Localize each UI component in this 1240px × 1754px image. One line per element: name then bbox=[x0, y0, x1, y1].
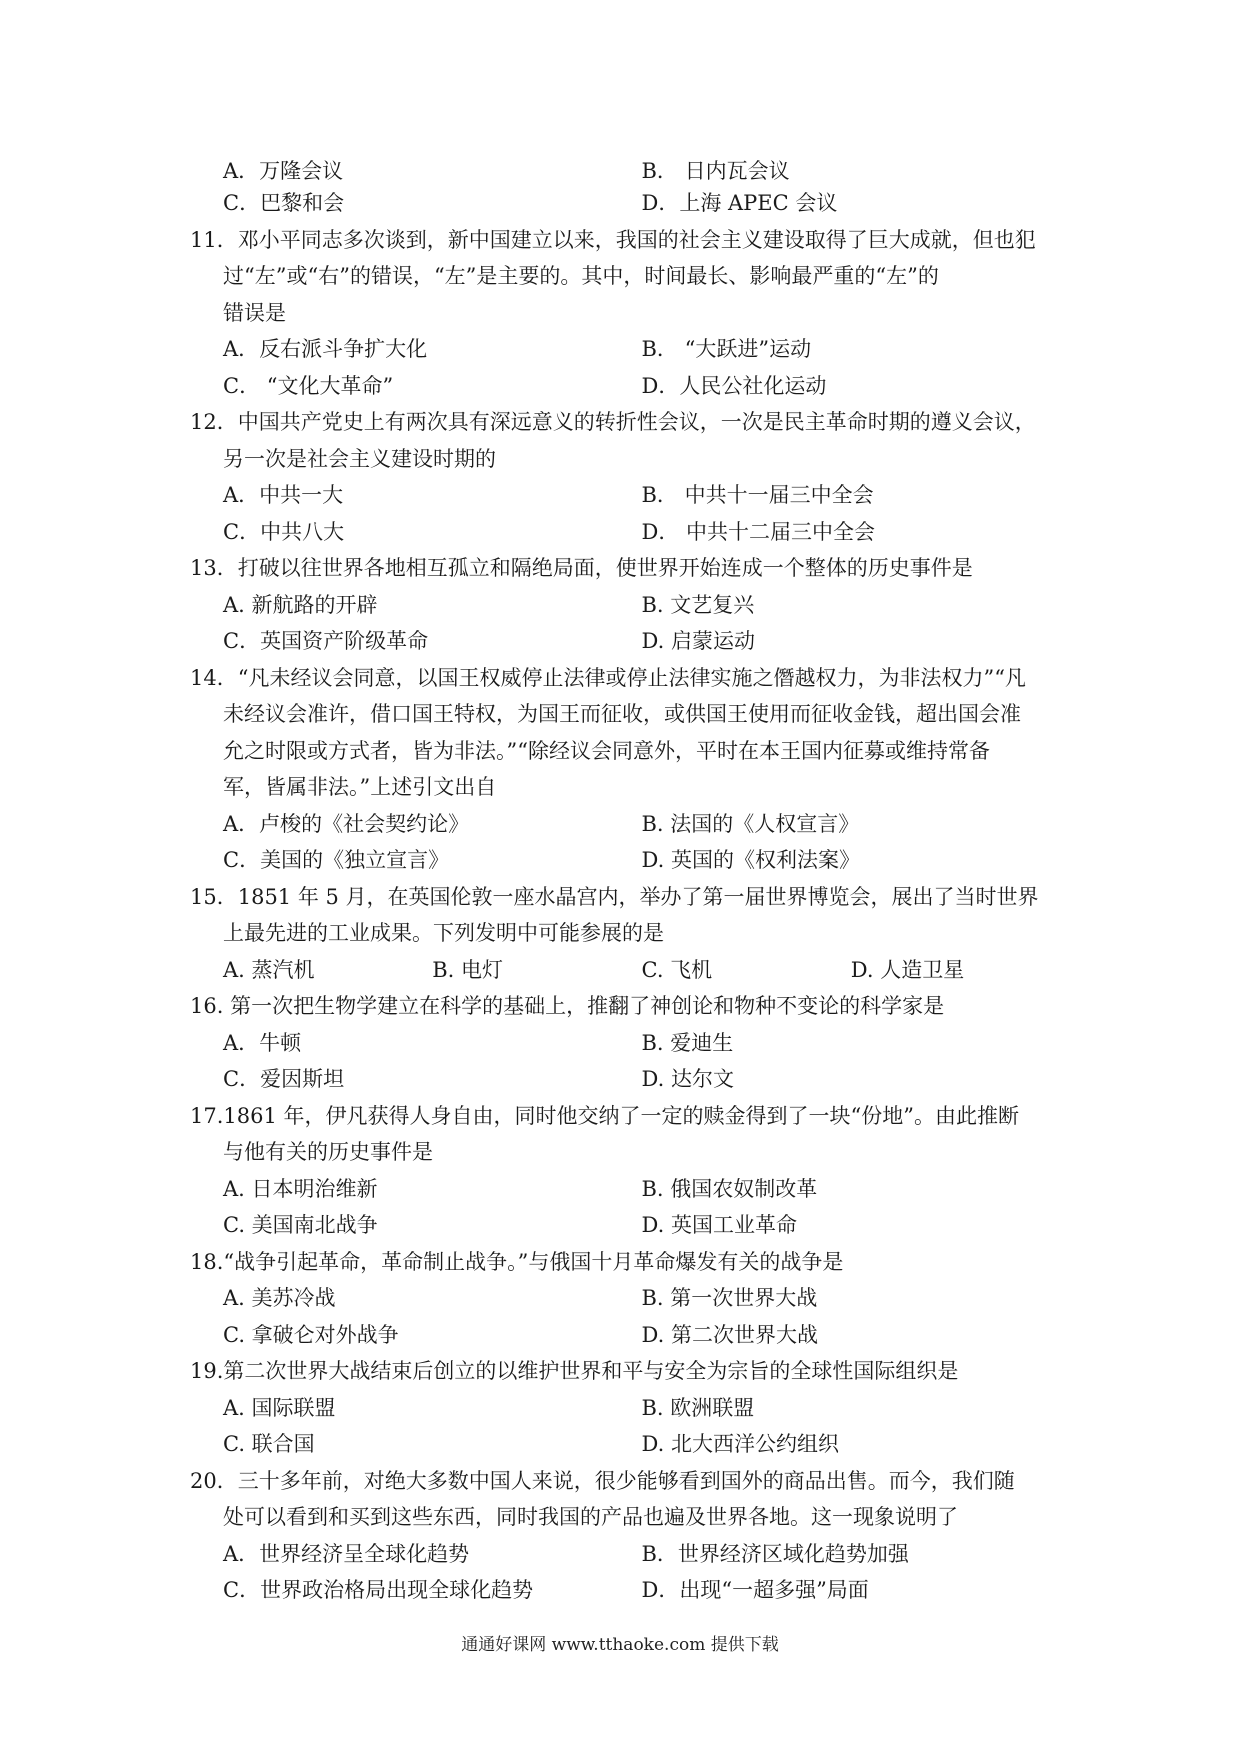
q14-stem-line-4: 军，皆属非法。”上述引文出自 bbox=[223, 775, 497, 799]
q19-option-b: B. 欧洲联盟 bbox=[641, 1395, 755, 1420]
q14-option-b: B. 法国的《人权宣言》 bbox=[641, 811, 860, 836]
q12-option-c: C．中共八大 bbox=[223, 519, 345, 544]
q12-options-row-1 bbox=[190, 477, 1060, 514]
q18-options-row-2 bbox=[190, 1317, 1060, 1354]
q10-options-row-1 bbox=[190, 155, 1060, 185]
q17-option-d: D. 英国工业革命 bbox=[641, 1213, 797, 1237]
q15-option-c: C. 飞机 bbox=[641, 957, 713, 982]
q17-stem-line-1: 17.1861 年，伊凡获得人身自由，同时他交纳了一定的赎金得到了一块“份地”。由此推断 bbox=[190, 1103, 1019, 1128]
q16-option-a: A．牛顿 bbox=[223, 1030, 302, 1055]
q12-option-a: A．中共一大 bbox=[223, 483, 344, 507]
q11-option-c: C． “文化大革命” bbox=[223, 373, 394, 398]
q11-stem-line-2: 过“左”或“右”的错误，“左”是主要的。其中，时间最长、影响最严重的“左”的 bbox=[223, 264, 939, 288]
q19-option-d: D. 北大西洋公约组织 bbox=[641, 1432, 839, 1456]
q19-option-a: A. 国际联盟 bbox=[223, 1395, 336, 1420]
q16-options-row-1 bbox=[190, 1025, 1060, 1062]
q13-options-row-1 bbox=[190, 587, 1060, 624]
q13-option-c: C．英国资产阶级革命 bbox=[223, 629, 429, 653]
q20-options-row-1 bbox=[190, 1536, 1060, 1573]
q10-option-b: B． 日内瓦会议 bbox=[641, 159, 790, 183]
q15-option-b: B. 电灯 bbox=[432, 957, 504, 982]
q17-options-row-1 bbox=[190, 1171, 1060, 1208]
q15-stem-line-2: 上最先进的工业成果。下列发明中可能参展的是 bbox=[223, 921, 664, 945]
q12-stem-line-1: 12．中国共产党史上有两次具有深远意义的转折性会议，一次是民主革命时期的遵义会议， bbox=[190, 410, 1036, 434]
q17-option-a: A. 日本明治维新 bbox=[223, 1176, 378, 1201]
q13-option-d: D. 启蒙运动 bbox=[641, 629, 755, 653]
q15-option-d: D. 人造卫星 bbox=[850, 957, 965, 982]
q19-options-row-1 bbox=[190, 1390, 1060, 1427]
q12-stem-line-2: 另一次是社会主义建设时期的 bbox=[223, 446, 496, 471]
q11-options-row-2 bbox=[190, 368, 1060, 405]
q20-option-a: A．世界经济呈全球化趋势 bbox=[223, 1541, 470, 1566]
q17-options-row-2 bbox=[190, 1207, 1060, 1244]
q14-options-row-2 bbox=[190, 842, 1060, 879]
q18-stem-line-1: 18.“战争引起革命，革命制止战争。”与俄国十月革命爆发有关的战争是 bbox=[190, 1249, 844, 1274]
q16-option-c: C．爱因斯坦 bbox=[223, 1067, 345, 1091]
q14-option-c: C．美国的《独立宣言》 bbox=[223, 848, 450, 872]
q17-stem-line-2: 与他有关的历史事件是 bbox=[223, 1140, 433, 1164]
q19-options-row-2 bbox=[190, 1426, 1060, 1463]
q12-option-d: D． 中共十二届三中全会 bbox=[641, 519, 876, 544]
q18-option-d: D. 第二次世界大战 bbox=[641, 1322, 818, 1347]
q20-option-c: C．世界政治格局出现全球化趋势 bbox=[223, 1578, 534, 1602]
q11-option-a: A．反右派斗争扩大化 bbox=[223, 337, 428, 361]
page-footer: 通通好课网 www.tthaoke.com 提供下载 bbox=[461, 1635, 779, 1655]
q11-option-d: D．人民公社化运动 bbox=[641, 373, 827, 398]
q15-stem-line-1: 15．1851 年 5 月，在英国伦敦一座水晶宫内，举办了第一届世界博览会，展出了当时世界 bbox=[190, 884, 1039, 909]
q19-stem-line-1: 19.第二次世界大战结束后创立的以维护世界和平与安全为宗旨的全球性国际组织是 bbox=[190, 1359, 959, 1383]
q18-option-a: A. 美苏冷战 bbox=[223, 1286, 336, 1310]
q12-options-row-2 bbox=[190, 514, 1060, 551]
q11-stem-line-1: 11．邓小平同志多次谈到，新中国建立以来，我国的社会主义建设取得了巨大成就，但也犯 bbox=[190, 227, 1036, 252]
q13-stem-line-1: 13．打破以往世界各地相互孤立和隔绝局面，使世界开始连成一个整体的历史事件是 bbox=[190, 556, 973, 580]
q10-option-a: A．万隆会议 bbox=[223, 159, 344, 183]
q14-stem-line-3: 允之时限或方式者，皆为非法。”“除经议会同意外，平时在本王国内征募或维持常备 bbox=[223, 738, 990, 763]
q18-option-b: B. 第一次世界大战 bbox=[641, 1286, 818, 1310]
q12-option-b: B． 中共十一届三中全会 bbox=[641, 483, 874, 507]
q18-options-row-1 bbox=[190, 1280, 1060, 1317]
q13-options-row-2 bbox=[190, 623, 1060, 660]
q16-option-b: B. 爱迪生 bbox=[641, 1030, 734, 1055]
q16-option-d: D. 达尔文 bbox=[641, 1067, 734, 1091]
q14-option-a: A．卢梭的《社会契约论》 bbox=[223, 811, 470, 836]
q10-option-d: D．上海 APEC 会议 bbox=[641, 191, 838, 215]
q13-option-a: A. 新航路的开辟 bbox=[223, 592, 378, 617]
q10-option-c: C．巴黎和会 bbox=[223, 191, 345, 215]
q16-stem-line-1: 16. 第一次把生物学建立在科学的基础上，推翻了神创论和物种不变论的科学家是 bbox=[190, 994, 945, 1018]
q14-option-d: D. 英国的《权利法案》 bbox=[641, 848, 860, 872]
q14-stem-line-1: 14．“凡未经议会同意，以国王权威停止法律或停止法律实施之僭越权力，为非法权力”“凡 bbox=[190, 665, 1026, 690]
q11-option-b: B． “大跃进”运动 bbox=[641, 337, 812, 361]
q20-option-d: D．出现“一超多强”局面 bbox=[641, 1578, 869, 1602]
q16-options-row-2 bbox=[190, 1061, 1060, 1098]
q19-option-c: C. 联合国 bbox=[223, 1432, 315, 1456]
q20-stem-line-1: 20．三十多年前，对绝大多数中国人来说，很少能够看到国外的商品出售。而今，我们随 bbox=[190, 1468, 1015, 1493]
q13-option-b: B. 文艺复兴 bbox=[641, 592, 755, 617]
q15-option-a: A. 蒸汽机 bbox=[223, 957, 315, 982]
q14-stem-line-2: 未经议会准许，借口国王特权，为国王而征收，或供国王使用而征收金钱，超出国会准 bbox=[223, 702, 1021, 726]
q17-option-b: B. 俄国农奴制改革 bbox=[641, 1176, 818, 1201]
q17-option-c: C. 美国南北战争 bbox=[223, 1213, 378, 1237]
exam-page bbox=[190, 155, 1060, 1609]
q20-options-row-2 bbox=[190, 1572, 1060, 1609]
q14-options-row-1 bbox=[190, 806, 1060, 843]
q20-option-b: B．世界经济区域化趋势加强 bbox=[641, 1541, 909, 1566]
q11-stem-line-3: 错误是 bbox=[223, 300, 286, 325]
q11-options-row-1 bbox=[190, 331, 1060, 368]
q15-options-row bbox=[190, 952, 1060, 989]
q20-stem-line-2: 处可以看到和买到这些东西，同时我国的产品也遍及世界各地。这一现象说明了 bbox=[223, 1505, 958, 1529]
q10-options-row-2 bbox=[190, 185, 1060, 222]
q18-option-c: C. 拿破仑对外战争 bbox=[223, 1322, 399, 1347]
